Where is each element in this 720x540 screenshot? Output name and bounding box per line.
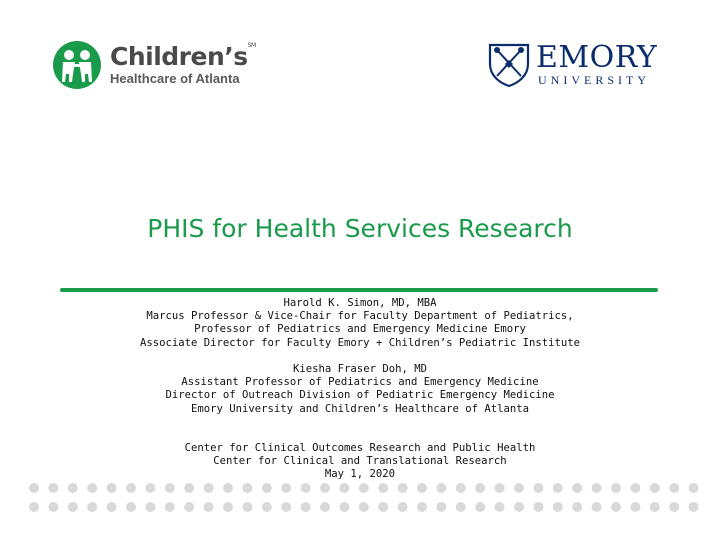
decorative-dot — [417, 483, 427, 493]
decorative-dot — [572, 502, 582, 512]
decorative-dot — [630, 502, 640, 512]
decorative-dot — [630, 483, 640, 493]
decorative-dot — [223, 483, 233, 493]
decorative-dot — [475, 483, 485, 493]
childrens-wordmark: Children’s℠ — [110, 42, 256, 71]
decorative-dot — [669, 483, 679, 493]
decorative-dot — [359, 483, 369, 493]
decorative-dot — [68, 483, 78, 493]
decorative-dot — [378, 483, 388, 493]
childrens-subtitle: Healthcare of Atlanta — [110, 71, 240, 86]
decorative-dot — [339, 502, 349, 512]
decorative-dot — [592, 483, 602, 493]
title-divider — [60, 288, 658, 292]
footer-line: Center for Clinical Outcomes Research and Public Health — [184, 442, 536, 454]
presenter-2-block — [0, 363, 720, 416]
decorative-dot — [126, 502, 136, 512]
decorative-dot — [611, 502, 621, 512]
decorative-dot — [320, 502, 330, 512]
decorative-dot — [553, 483, 563, 493]
decorative-dot — [145, 502, 155, 512]
presenter-2-line: Director of Outreach Division of Pediatric Emergency Medicine — [165, 389, 555, 402]
emory-wordmark: EMORY — [536, 40, 658, 75]
decorative-dot — [145, 483, 155, 493]
childrens-healthcare-logo — [52, 38, 256, 94]
decorative-dot — [689, 483, 699, 493]
decorative-dot — [378, 502, 388, 512]
decorative-dot — [417, 502, 427, 512]
decorative-dot — [689, 502, 699, 512]
decorative-dot — [242, 483, 252, 493]
decorative-dot — [87, 502, 97, 512]
presenter-1-line: Marcus Professor & Vice-Chair for Faculty Department of Pediatrics, — [146, 310, 574, 323]
decorative-dot — [301, 502, 311, 512]
decorative-dot — [184, 483, 194, 493]
decorative-dot — [165, 483, 175, 493]
decorative-dot — [339, 483, 349, 493]
emory-university-logo — [486, 40, 666, 92]
presenter-2-line: Assistant Professor of Pediatrics and Emergency Medicine — [181, 376, 539, 389]
presenter-1-block — [0, 297, 720, 350]
decorative-dot — [48, 502, 58, 512]
decorative-dot — [611, 483, 621, 493]
decorative-dot — [398, 502, 408, 512]
decorative-dot — [87, 483, 97, 493]
presentation-date: May 1, 2020 — [324, 468, 396, 481]
childrens-kids-icon — [52, 40, 102, 90]
decorative-dot — [204, 483, 214, 493]
decorative-dot — [242, 502, 252, 512]
decorative-dot — [281, 502, 291, 512]
emory-subtitle: UNIVERSITY — [538, 73, 650, 87]
decorative-dot — [48, 483, 58, 493]
decorative-dot — [514, 483, 524, 493]
presenter-1-line: Professor of Pediatrics and Emergency Medicine Emory — [194, 323, 526, 336]
decorative-dot — [436, 483, 446, 493]
decorative-dot — [650, 502, 660, 512]
decorative-dot — [495, 483, 505, 493]
presenter-2-line: Emory University and Children’s Healthcare of Atlanta — [190, 402, 530, 415]
presentation-title: PHIS for Health Services Research — [147, 214, 573, 243]
presenter-1-line: Associate Director for Faculty Emory + Children’s Pediatric Institute — [139, 336, 581, 349]
decorative-dot — [262, 483, 272, 493]
decorative-dot — [68, 502, 78, 512]
presenter-2-name: Kiesha Fraser Doh, MD — [293, 363, 427, 375]
decorative-dot — [572, 483, 582, 493]
decorative-dot — [320, 483, 330, 493]
decorative-dot — [359, 502, 369, 512]
decorative-dot — [533, 502, 543, 512]
decorative-dot — [29, 502, 39, 512]
decorative-dot — [126, 483, 136, 493]
decorative-dot — [650, 483, 660, 493]
decorative-dot — [475, 502, 485, 512]
decorative-dot — [514, 502, 524, 512]
decorative-dot — [281, 483, 291, 493]
decorative-dot — [223, 502, 233, 512]
emory-shield-icon — [488, 42, 530, 88]
decorative-dot — [29, 483, 39, 493]
footer-line: Center for Clinical and Translational Research — [213, 455, 507, 468]
decorative-dot — [592, 502, 602, 512]
decorative-dot — [456, 483, 466, 493]
decorative-dot — [456, 502, 466, 512]
decorative-dot — [436, 502, 446, 512]
decorative-dot — [262, 502, 272, 512]
decorative-dot-pattern — [0, 478, 720, 518]
decorative-dot — [184, 502, 194, 512]
decorative-dot — [204, 502, 214, 512]
decorative-dot — [398, 483, 408, 493]
presenter-1-name: Harold K. Simon, MD, MBA — [283, 297, 437, 309]
decorative-dot — [495, 502, 505, 512]
footer-block — [0, 442, 720, 482]
decorative-dot — [669, 502, 679, 512]
decorative-dot — [533, 483, 543, 493]
decorative-dot — [107, 502, 117, 512]
decorative-dot — [553, 502, 563, 512]
decorative-dot — [165, 502, 175, 512]
decorative-dot — [301, 483, 311, 493]
decorative-dot — [107, 483, 117, 493]
